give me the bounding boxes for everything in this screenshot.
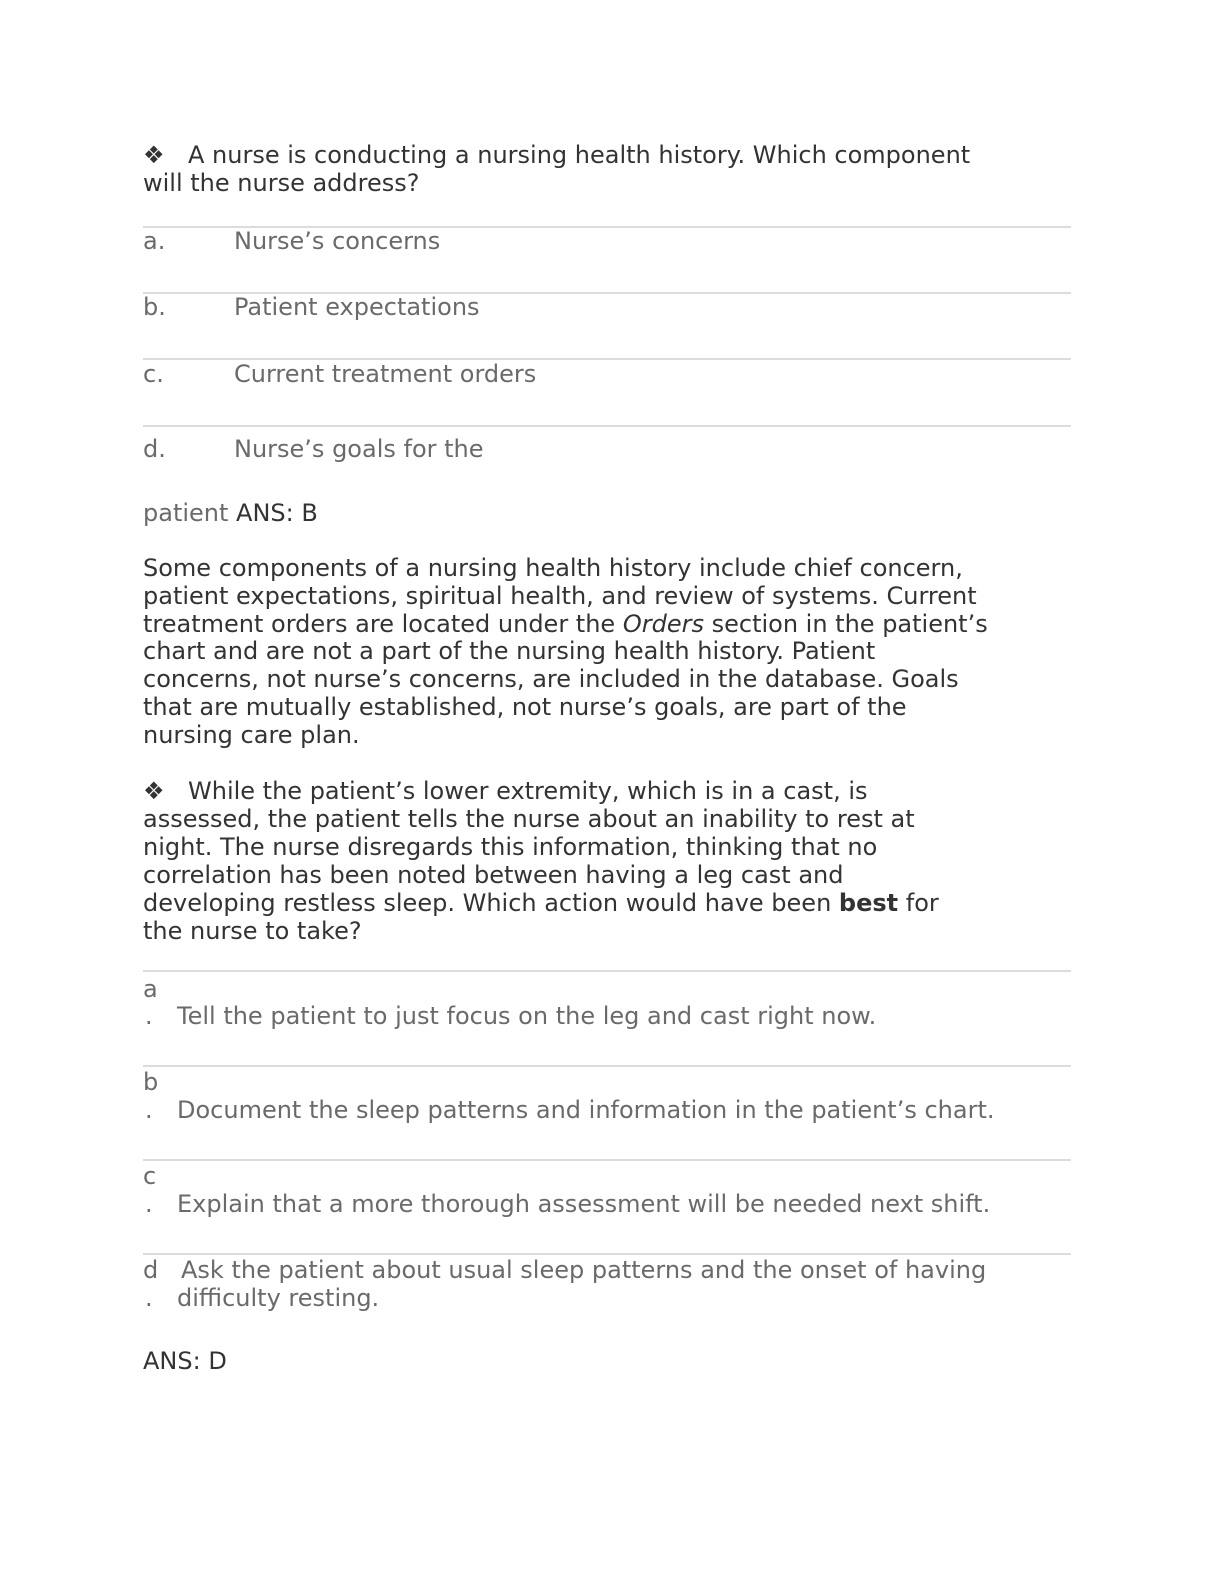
question-1-stem	[143, 141, 1071, 197]
option-text: Nurse’s goals for the	[234, 435, 484, 463]
rationale-line: Some components of a nursing health history include chief concern,	[143, 554, 963, 582]
option-2c	[143, 1162, 1078, 1222]
stem-text: developing restless sleep. Which action would have been	[143, 889, 839, 917]
divider	[143, 970, 1071, 972]
rationale-line: concerns, not nurse’s concerns, are included in the database. Goals	[143, 665, 959, 694]
stem-emphasis: best	[838, 889, 899, 917]
question-2-stem-line: the nurse to take?	[143, 917, 362, 945]
question-2-stem-line: correlation has been noted between having a leg cast and	[143, 861, 844, 889]
divider	[143, 425, 1071, 427]
option-letter: a.	[143, 227, 166, 255]
option-text: Nurse’s concerns	[234, 227, 441, 255]
question-2-stem-line: assessed, the patient tells the nurse about an inability to rest at	[143, 805, 915, 833]
option-letter: d	[143, 1256, 159, 1284]
option-text: difficulty resting.	[177, 1284, 380, 1312]
option-2b	[143, 1068, 1078, 1128]
diamond-bullet-icon: ❖	[143, 777, 165, 805]
option-text: Ask the patient about usual sleep patterns and the onset of having	[181, 1256, 987, 1284]
option-1b	[143, 293, 1071, 323]
answer-key: ANS: B	[236, 499, 318, 527]
option-letter: c	[143, 1162, 157, 1190]
question-2-stem-line	[143, 889, 1071, 917]
divider	[143, 1253, 1071, 1255]
diamond-bullet-icon: ❖	[143, 141, 165, 169]
stem-text: for	[898, 889, 939, 917]
question-2-stem-line: While the patient’s lower extremity, which is in a cast, is	[188, 777, 868, 805]
option-1a	[143, 227, 1071, 257]
rationale-text: treatment orders are located under the	[143, 609, 623, 638]
option-text: Current treatment orders	[234, 360, 537, 388]
question-1-stem-line-2: will the nurse address?	[143, 169, 420, 197]
question-2-answer: ANS: D	[143, 1347, 227, 1375]
rationale-text: section in the patient’s	[703, 609, 988, 638]
answer-continuation: patient	[143, 499, 229, 527]
divider	[143, 1065, 1071, 1067]
question-2-stem-line: night. The nurse disregards this information, thinking that no	[143, 833, 878, 861]
option-1c	[143, 360, 1071, 390]
option-text: Tell the patient to just focus on the leg and cast right now.	[177, 1002, 877, 1030]
option-text: Document the sleep patterns and information in the patient’s chart.	[177, 1096, 995, 1124]
question-1-answer	[143, 499, 318, 527]
option-letter: c.	[143, 360, 164, 388]
option-dot: .	[145, 1002, 153, 1030]
question-1-rationale	[143, 555, 1083, 750]
option-dot: .	[145, 1284, 153, 1312]
rationale-line: that are mutually established, not nurse’s goals, are part of the	[143, 692, 907, 721]
question-2-stem	[143, 777, 1071, 945]
option-1d	[143, 435, 1071, 465]
rationale-line: nursing care plan.	[143, 720, 360, 749]
rationale-line	[143, 611, 1083, 639]
option-2d	[143, 1256, 1078, 1316]
rationale-emphasis: Orders	[622, 609, 704, 638]
rationale-line: patient expectations, spiritual health, and review of systems. Current	[143, 581, 977, 610]
option-dot: .	[145, 1190, 153, 1218]
option-dot: .	[145, 1096, 153, 1124]
rationale-line: chart and are not a part of the nursing health history. Patient	[143, 637, 876, 666]
option-2a	[143, 975, 1078, 1035]
divider	[143, 1159, 1071, 1161]
question-1-stem-line-1: A nurse is conducting a nursing health history. Which component	[188, 141, 971, 169]
option-letter: d.	[143, 435, 166, 463]
option-text: Patient expectations	[234, 293, 480, 321]
option-letter: b	[143, 1068, 159, 1096]
option-text: Explain that a more thorough assessment will be needed next shift.	[177, 1190, 991, 1218]
option-letter: a	[143, 975, 158, 1003]
option-letter: b.	[143, 293, 166, 321]
